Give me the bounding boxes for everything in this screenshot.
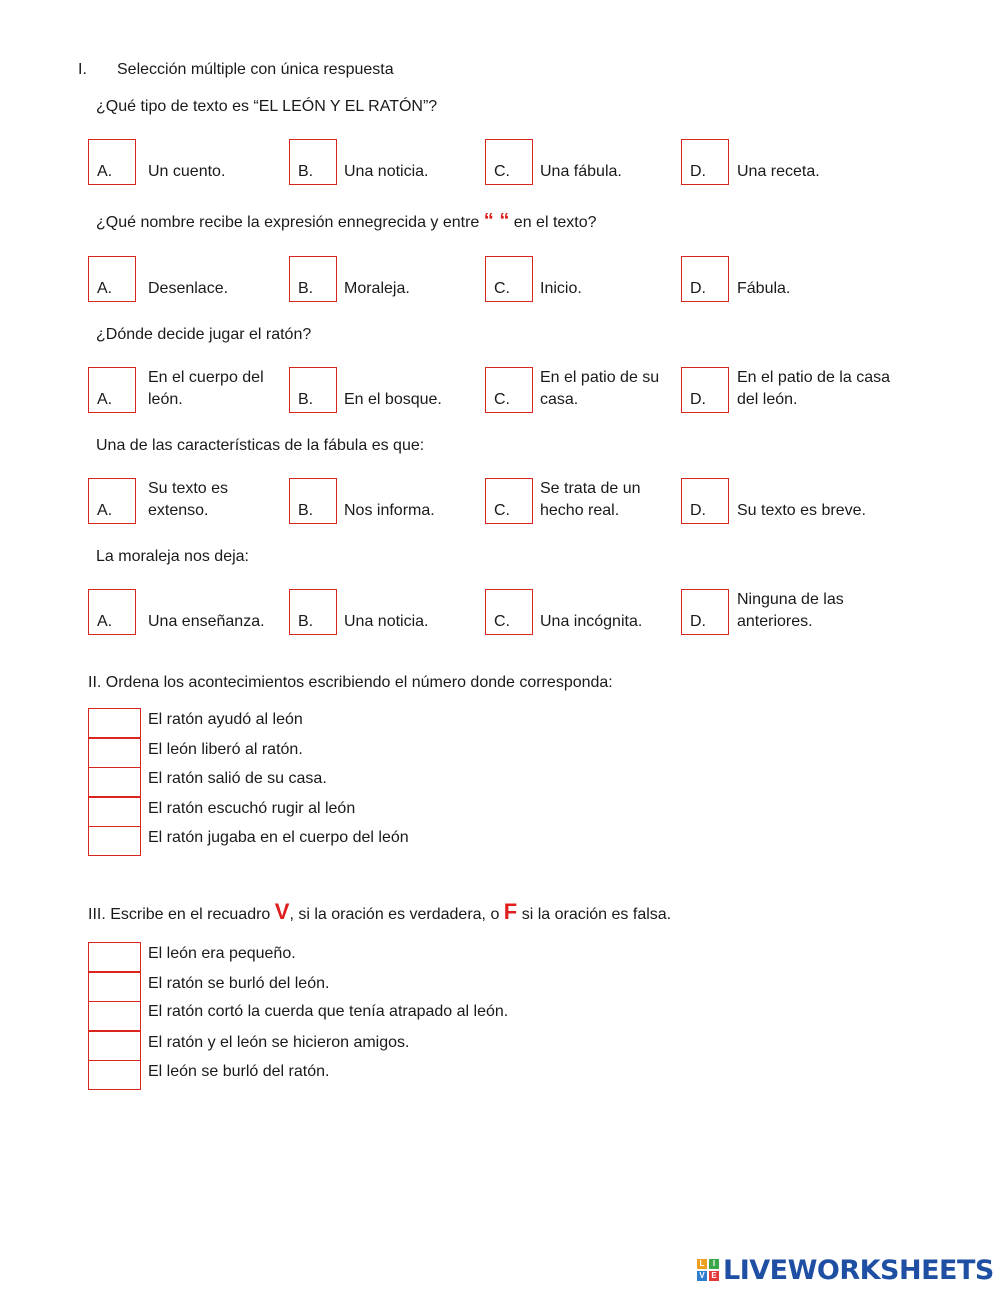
logo-text: LIVEWORKSHEETS xyxy=(723,1254,994,1286)
option-text-5b: Una noticia. xyxy=(344,613,429,630)
answer-box-5c[interactable] xyxy=(485,589,533,635)
option-letter: C. xyxy=(494,502,510,519)
question-2-options xyxy=(0,256,1000,304)
option-text-4c: Se trata de un hecho real. xyxy=(540,480,641,519)
answer-box-2d[interactable] xyxy=(681,256,729,302)
option-letter: B. xyxy=(298,391,314,408)
logo-mark-letter: E xyxy=(709,1271,719,1281)
question-2-prompt-after: en el texto? xyxy=(513,214,597,231)
option-letter: C. xyxy=(494,613,510,630)
option-letter: C. xyxy=(494,163,510,180)
order-input-2[interactable] xyxy=(88,738,141,768)
option-letter: A. xyxy=(97,502,113,519)
option-text-5c: Una incógnita. xyxy=(540,613,643,630)
order-input-4[interactable] xyxy=(88,797,141,827)
section3-title-after: si la oración es falsa. xyxy=(521,906,672,923)
answer-box-1b[interactable] xyxy=(289,139,337,185)
section1-number: I. xyxy=(78,61,87,78)
false-letter: F xyxy=(503,899,518,924)
true-letter: V xyxy=(274,899,290,924)
question-5-options xyxy=(0,589,1000,637)
option-letter: A. xyxy=(97,280,113,297)
tf-input-4[interactable] xyxy=(88,1031,141,1061)
order-input-3[interactable] xyxy=(88,767,141,797)
option-letter: D. xyxy=(690,280,706,297)
order-input-1[interactable] xyxy=(88,708,141,738)
option-text-1b: Una noticia. xyxy=(344,163,429,180)
option-text-3a: En el cuerpo del león. xyxy=(148,369,264,408)
tf-item-3: El ratón cortó la cuerda que tenía atrapado al león. xyxy=(148,1003,509,1020)
option-letter: D. xyxy=(690,502,706,519)
option-text-4a: Su texto es extenso. xyxy=(148,480,229,519)
order-item-5: El ratón jugaba en el cuerpo del león xyxy=(148,829,409,846)
option-letter: B. xyxy=(298,613,314,630)
question-1-options xyxy=(0,139,1000,187)
liveworksheets-logo xyxy=(697,1254,994,1286)
answer-box-3c[interactable] xyxy=(485,367,533,413)
option-text-2c: Inicio. xyxy=(540,280,582,297)
section1-title: Selección múltiple con única respuesta xyxy=(117,61,394,78)
liveworksheets-mark-icon xyxy=(697,1259,719,1281)
question-2-prompt xyxy=(96,211,597,233)
answer-box-2b[interactable] xyxy=(289,256,337,302)
answer-box-5d[interactable] xyxy=(681,589,729,635)
quotes-mark: “ “ xyxy=(483,210,510,232)
option-letter: A. xyxy=(97,391,113,408)
option-text-4d: Su texto es breve. xyxy=(737,502,866,519)
logo-mark-letter: L xyxy=(697,1259,707,1269)
logo-mark-letter: I xyxy=(709,1259,719,1269)
order-item-1: El ratón ayudó al león xyxy=(148,711,303,728)
question-4-options xyxy=(0,478,1000,526)
question-4-prompt: Una de las características de la fábula es que: xyxy=(96,437,425,454)
option-letter: D. xyxy=(690,613,706,630)
answer-box-3a[interactable] xyxy=(88,367,136,413)
option-text-2a: Desenlace. xyxy=(148,280,229,297)
section3-title-middle: , si la oración es verdadera, o xyxy=(289,906,500,923)
order-input-5[interactable] xyxy=(88,826,141,856)
answer-box-3b[interactable] xyxy=(289,367,337,413)
answer-box-4b[interactable] xyxy=(289,478,337,524)
option-letter: D. xyxy=(690,391,706,408)
section3-title-before: III. Escribe en el recuadro xyxy=(88,906,271,923)
answer-box-5a[interactable] xyxy=(88,589,136,635)
question-5-prompt: La moraleja nos deja: xyxy=(96,548,249,565)
tf-item-2: El ratón se burló del león. xyxy=(148,975,330,992)
order-item-3: El ratón salió de su casa. xyxy=(148,770,327,787)
answer-box-4a[interactable] xyxy=(88,478,136,524)
answer-box-5b[interactable] xyxy=(289,589,337,635)
question-3-options xyxy=(0,367,1000,415)
option-text-2b: Moraleja. xyxy=(344,280,410,297)
order-item-4: El ratón escuchó rugir al león xyxy=(148,800,356,817)
answer-box-2a[interactable] xyxy=(88,256,136,302)
answer-box-3d[interactable] xyxy=(681,367,729,413)
option-text-1d: Una receta. xyxy=(737,163,820,180)
option-letter: C. xyxy=(494,280,510,297)
answer-box-4c[interactable] xyxy=(485,478,533,524)
answer-box-2c[interactable] xyxy=(485,256,533,302)
tf-input-1[interactable] xyxy=(88,942,141,972)
option-text-4b: Nos informa. xyxy=(344,502,435,519)
option-text-3c: En el patio de su casa. xyxy=(540,369,660,408)
option-letter: B. xyxy=(298,502,314,519)
tf-input-3[interactable] xyxy=(88,1001,141,1031)
answer-box-1c[interactable] xyxy=(485,139,533,185)
option-letter: B. xyxy=(298,163,314,180)
section3-title xyxy=(88,899,671,928)
answer-box-1d[interactable] xyxy=(681,139,729,185)
section2-title: II. Ordena los acontecimientos escribiendo el número donde corresponda: xyxy=(88,674,613,691)
option-letter: A. xyxy=(97,163,113,180)
option-letter: C. xyxy=(494,391,510,408)
logo-mark-letter: V xyxy=(697,1271,707,1281)
tf-item-1: El león era pequeño. xyxy=(148,945,296,962)
option-text-3b: En el bosque. xyxy=(344,391,442,408)
tf-item-5: El león se burló del ratón. xyxy=(148,1063,330,1080)
answer-box-1a[interactable] xyxy=(88,139,136,185)
option-letter: D. xyxy=(690,163,706,180)
option-text-1a: Un cuento. xyxy=(148,163,226,180)
order-item-2: El león liberó al ratón. xyxy=(148,741,303,758)
tf-input-2[interactable] xyxy=(88,972,141,1002)
tf-input-5[interactable] xyxy=(88,1060,141,1090)
option-letter: B. xyxy=(298,280,314,297)
answer-box-4d[interactable] xyxy=(681,478,729,524)
option-text-5d: Ninguna de las anteriores. xyxy=(737,591,844,630)
question-1-prompt: ¿Qué tipo de texto es “EL LEÓN Y EL RATÓN”? xyxy=(96,98,438,115)
tf-item-4: El ratón y el león se hicieron amigos. xyxy=(148,1034,410,1051)
option-text-2d: Fábula. xyxy=(737,280,791,297)
option-text-1c: Una fábula. xyxy=(540,163,622,180)
question-2-prompt-before: ¿Qué nombre recibe la expresión ennegrecida y entre xyxy=(96,214,480,231)
option-letter: A. xyxy=(97,613,113,630)
question-3-prompt: ¿Dónde decide jugar el ratón? xyxy=(96,326,312,343)
option-text-5a: Una enseñanza. xyxy=(148,613,265,630)
option-text-3d: En el patio de la casa del león. xyxy=(737,369,890,408)
